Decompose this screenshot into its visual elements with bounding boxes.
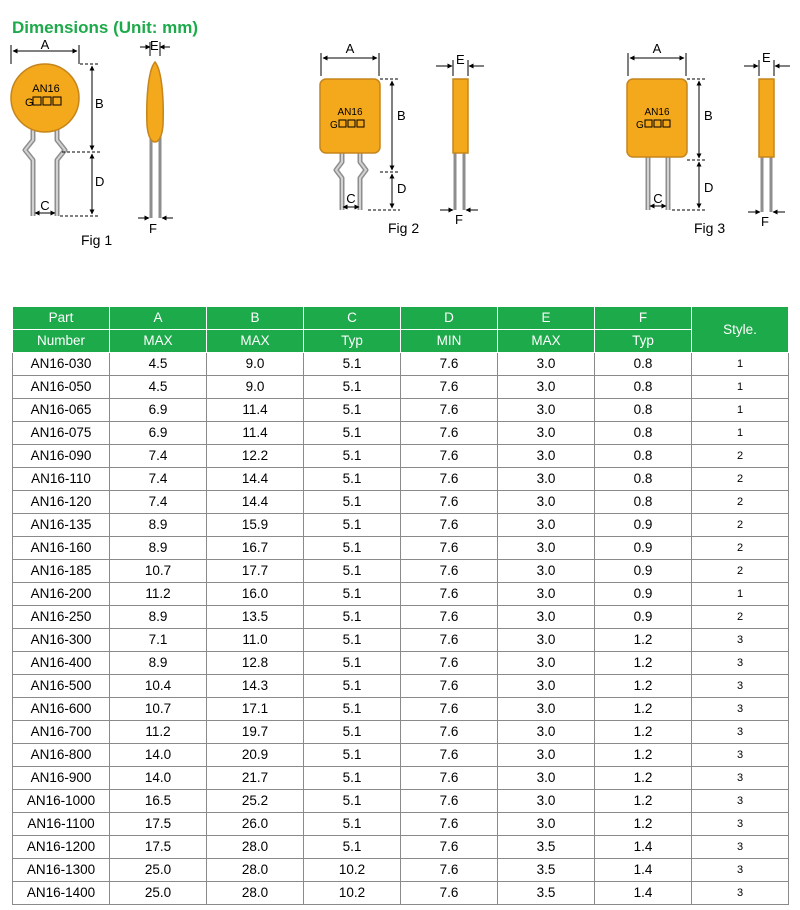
cell-style: 3 xyxy=(692,882,789,905)
cell-e: 3.0 xyxy=(498,813,595,836)
cell-d: 7.6 xyxy=(401,698,498,721)
cell-c: 5.1 xyxy=(304,537,401,560)
cell-c: 5.1 xyxy=(304,652,401,675)
cell-d: 7.6 xyxy=(401,514,498,537)
cell-e: 3.0 xyxy=(498,744,595,767)
cell-a: 10.4 xyxy=(110,675,207,698)
page-title: Dimensions (Unit: mm) xyxy=(12,18,199,37)
cell-d: 7.6 xyxy=(401,721,498,744)
cell-b: 26.0 xyxy=(207,813,304,836)
header-c: C xyxy=(304,307,401,330)
cell-d: 7.6 xyxy=(401,813,498,836)
cell-e: 3.0 xyxy=(498,606,595,629)
fig2-label-d: D xyxy=(397,181,407,196)
header-part: Part xyxy=(13,307,110,330)
cell-part-number: AN16-110 xyxy=(13,468,110,491)
table-row xyxy=(13,652,789,675)
cell-part-number: AN16-160 xyxy=(13,537,110,560)
cell-a: 25.0 xyxy=(110,859,207,882)
cell-b: 25.2 xyxy=(207,790,304,813)
table-row xyxy=(13,859,789,882)
cell-style: 3 xyxy=(692,675,789,698)
cell-b: 28.0 xyxy=(207,836,304,859)
cell-b: 19.7 xyxy=(207,721,304,744)
cell-e: 3.0 xyxy=(498,560,595,583)
cell-b: 28.0 xyxy=(207,882,304,905)
cell-b: 16.7 xyxy=(207,537,304,560)
cell-f: 0.8 xyxy=(595,376,692,399)
cell-c: 5.1 xyxy=(304,813,401,836)
header-number: Number xyxy=(13,330,110,353)
cell-e: 3.0 xyxy=(498,376,595,399)
table-row xyxy=(13,629,789,652)
cell-part-number: AN16-1200 xyxy=(13,836,110,859)
header-d: D xyxy=(401,307,498,330)
cell-a: 7.4 xyxy=(110,468,207,491)
cell-part-number: AN16-1400 xyxy=(13,882,110,905)
cell-part-number: AN16-030 xyxy=(13,353,110,376)
cell-c: 5.1 xyxy=(304,606,401,629)
header-row-top xyxy=(13,307,789,330)
table-row xyxy=(13,744,789,767)
cell-a: 10.7 xyxy=(110,560,207,583)
fig1-label-a: A xyxy=(40,38,50,52)
cell-e: 3.5 xyxy=(498,882,595,905)
fig2-label-b: B xyxy=(397,108,406,123)
table-row xyxy=(13,353,789,376)
cell-d: 7.6 xyxy=(401,491,498,514)
cell-e: 3.0 xyxy=(498,468,595,491)
fig3-label-c: C xyxy=(653,191,663,206)
fig1-marking-top: AN16 xyxy=(32,83,60,95)
cell-f: 1.4 xyxy=(595,882,692,905)
cell-c: 5.1 xyxy=(304,445,401,468)
cell-c: 5.1 xyxy=(304,399,401,422)
cell-a: 16.5 xyxy=(110,790,207,813)
cell-d: 7.6 xyxy=(401,882,498,905)
fig3-label-e: E xyxy=(762,50,771,65)
cell-e: 3.0 xyxy=(498,491,595,514)
cell-f: 0.9 xyxy=(595,606,692,629)
fig3-label-f: F xyxy=(761,214,769,229)
cell-b: 12.2 xyxy=(207,445,304,468)
table-row xyxy=(13,813,789,836)
cell-d: 7.6 xyxy=(401,422,498,445)
header-f: F xyxy=(595,307,692,330)
cell-e: 3.0 xyxy=(498,767,595,790)
table-row xyxy=(13,491,789,514)
fig3-label-d: D xyxy=(704,180,714,195)
cell-d: 7.6 xyxy=(401,606,498,629)
fig2-caption: Fig 2 xyxy=(388,220,420,236)
cell-style: 3 xyxy=(692,652,789,675)
fig3-marking-top: AN16 xyxy=(644,107,670,118)
cell-style: 3 xyxy=(692,813,789,836)
cell-e: 3.0 xyxy=(498,353,595,376)
cell-d: 7.6 xyxy=(401,560,498,583)
cell-b: 17.1 xyxy=(207,698,304,721)
header-f-qualifier: Typ xyxy=(595,330,692,353)
header-e-qualifier: MAX xyxy=(498,330,595,353)
cell-b: 11.4 xyxy=(207,399,304,422)
cell-e: 3.0 xyxy=(498,445,595,468)
cell-e: 3.0 xyxy=(498,790,595,813)
cell-d: 7.6 xyxy=(401,376,498,399)
cell-a: 8.9 xyxy=(110,652,207,675)
fig1-caption: Fig 1 xyxy=(81,232,113,248)
cell-f: 0.8 xyxy=(595,422,692,445)
cell-style: 3 xyxy=(692,721,789,744)
cell-d: 7.6 xyxy=(401,859,498,882)
cell-style: 1 xyxy=(692,376,789,399)
cell-e: 3.0 xyxy=(498,537,595,560)
table-body xyxy=(13,353,789,905)
cell-style: 3 xyxy=(692,790,789,813)
header-d-qualifier: MIN xyxy=(401,330,498,353)
fig3-label-a: A xyxy=(652,41,662,56)
cell-b: 16.0 xyxy=(207,583,304,606)
cell-c: 5.1 xyxy=(304,629,401,652)
cell-c: 5.1 xyxy=(304,675,401,698)
cell-f: 1.2 xyxy=(595,767,692,790)
cell-e: 3.0 xyxy=(498,583,595,606)
cell-c: 5.1 xyxy=(304,468,401,491)
dimension-figures xyxy=(0,38,800,253)
cell-part-number: AN16-800 xyxy=(13,744,110,767)
cell-a: 11.2 xyxy=(110,583,207,606)
cell-a: 11.2 xyxy=(110,721,207,744)
table-row xyxy=(13,445,789,468)
cell-style: 3 xyxy=(692,744,789,767)
cell-c: 5.1 xyxy=(304,767,401,790)
cell-part-number: AN16-185 xyxy=(13,560,110,583)
cell-f: 1.4 xyxy=(595,859,692,882)
header-b: B xyxy=(207,307,304,330)
cell-style: 2 xyxy=(692,468,789,491)
cell-style: 1 xyxy=(692,353,789,376)
cell-a: 7.4 xyxy=(110,491,207,514)
cell-d: 7.6 xyxy=(401,353,498,376)
table-row xyxy=(13,606,789,629)
fig3-label-b: B xyxy=(704,108,713,123)
table-row xyxy=(13,537,789,560)
header-row-bottom xyxy=(13,330,789,353)
cell-f: 0.8 xyxy=(595,491,692,514)
cell-part-number: AN16-1100 xyxy=(13,813,110,836)
cell-a: 8.9 xyxy=(110,514,207,537)
fig1-label-e: E xyxy=(150,38,159,53)
cell-d: 7.6 xyxy=(401,399,498,422)
cell-style: 3 xyxy=(692,767,789,790)
header-e: E xyxy=(498,307,595,330)
cell-f: 1.2 xyxy=(595,629,692,652)
cell-part-number: AN16-600 xyxy=(13,698,110,721)
figure-1 xyxy=(11,38,173,248)
table-row xyxy=(13,836,789,859)
cell-style: 1 xyxy=(692,422,789,445)
cell-f: 0.8 xyxy=(595,353,692,376)
cell-a: 25.0 xyxy=(110,882,207,905)
fig2-label-f: F xyxy=(455,212,463,227)
fig2-marking-top: AN16 xyxy=(337,107,363,118)
cell-c: 5.1 xyxy=(304,560,401,583)
cell-c: 5.1 xyxy=(304,514,401,537)
cell-f: 0.9 xyxy=(595,583,692,606)
table-row xyxy=(13,514,789,537)
cell-b: 14.4 xyxy=(207,491,304,514)
cell-a: 10.7 xyxy=(110,698,207,721)
header-c-qualifier: Typ xyxy=(304,330,401,353)
cell-d: 7.6 xyxy=(401,767,498,790)
cell-a: 14.0 xyxy=(110,744,207,767)
cell-a: 7.1 xyxy=(110,629,207,652)
cell-part-number: AN16-1000 xyxy=(13,790,110,813)
cell-f: 0.8 xyxy=(595,445,692,468)
cell-a: 6.9 xyxy=(110,422,207,445)
cell-part-number: AN16-200 xyxy=(13,583,110,606)
cell-c: 5.1 xyxy=(304,422,401,445)
cell-c: 5.1 xyxy=(304,790,401,813)
fig2-label-c: C xyxy=(346,191,356,206)
table-row xyxy=(13,698,789,721)
cell-style: 2 xyxy=(692,537,789,560)
table-row xyxy=(13,583,789,606)
cell-c: 5.1 xyxy=(304,353,401,376)
cell-b: 13.5 xyxy=(207,606,304,629)
fig1-side-view xyxy=(138,38,173,236)
cell-f: 0.8 xyxy=(595,468,692,491)
table-row xyxy=(13,422,789,445)
cell-part-number: AN16-900 xyxy=(13,767,110,790)
cell-b: 17.7 xyxy=(207,560,304,583)
cell-style: 1 xyxy=(692,583,789,606)
cell-b: 9.0 xyxy=(207,376,304,399)
cell-c: 5.1 xyxy=(304,721,401,744)
cell-d: 7.6 xyxy=(401,445,498,468)
cell-style: 1 xyxy=(692,399,789,422)
cell-c: 5.1 xyxy=(304,744,401,767)
cell-f: 0.9 xyxy=(595,514,692,537)
cell-b: 12.8 xyxy=(207,652,304,675)
cell-b: 28.0 xyxy=(207,859,304,882)
cell-c: 10.2 xyxy=(304,859,401,882)
fig2-marking-bottom: G xyxy=(330,120,338,131)
table-row xyxy=(13,468,789,491)
cell-d: 7.6 xyxy=(401,836,498,859)
cell-e: 3.0 xyxy=(498,629,595,652)
header-a-qualifier: MAX xyxy=(110,330,207,353)
cell-d: 7.6 xyxy=(401,629,498,652)
cell-d: 7.6 xyxy=(401,583,498,606)
cell-c: 5.1 xyxy=(304,583,401,606)
cell-part-number: AN16-1300 xyxy=(13,859,110,882)
cell-f: 1.2 xyxy=(595,698,692,721)
cell-part-number: AN16-300 xyxy=(13,629,110,652)
cell-f: 1.2 xyxy=(595,744,692,767)
cell-style: 3 xyxy=(692,698,789,721)
cell-d: 7.6 xyxy=(401,652,498,675)
cell-d: 7.6 xyxy=(401,790,498,813)
cell-style: 2 xyxy=(692,445,789,468)
table-row xyxy=(13,767,789,790)
fig1-label-c: C xyxy=(40,198,50,213)
fig2-side-view xyxy=(436,52,484,227)
header-a: A xyxy=(110,307,207,330)
cell-style: 3 xyxy=(692,836,789,859)
cell-e: 3.5 xyxy=(498,836,595,859)
cell-part-number: AN16-050 xyxy=(13,376,110,399)
cell-a: 7.4 xyxy=(110,445,207,468)
cell-a: 8.9 xyxy=(110,606,207,629)
cell-a: 6.9 xyxy=(110,399,207,422)
cell-f: 1.2 xyxy=(595,675,692,698)
cell-a: 4.5 xyxy=(110,376,207,399)
cell-d: 7.6 xyxy=(401,675,498,698)
cell-a: 8.9 xyxy=(110,537,207,560)
fig1-marking-bottom: G xyxy=(25,97,34,109)
cell-a: 14.0 xyxy=(110,767,207,790)
cell-part-number: AN16-090 xyxy=(13,445,110,468)
figure-2 xyxy=(320,41,484,236)
fig2-label-a: A xyxy=(345,41,355,56)
cell-b: 11.0 xyxy=(207,629,304,652)
cell-part-number: AN16-400 xyxy=(13,652,110,675)
cell-style: 2 xyxy=(692,514,789,537)
cell-part-number: AN16-120 xyxy=(13,491,110,514)
cell-b: 14.4 xyxy=(207,468,304,491)
cell-c: 5.1 xyxy=(304,376,401,399)
table-row xyxy=(13,721,789,744)
header-b-qualifier: MAX xyxy=(207,330,304,353)
table-row xyxy=(13,399,789,422)
cell-c: 10.2 xyxy=(304,882,401,905)
table-row xyxy=(13,560,789,583)
cell-a: 4.5 xyxy=(110,353,207,376)
cell-b: 20.9 xyxy=(207,744,304,767)
cell-style: 2 xyxy=(692,606,789,629)
cell-part-number: AN16-065 xyxy=(13,399,110,422)
cell-f: 0.9 xyxy=(595,560,692,583)
cell-d: 7.6 xyxy=(401,537,498,560)
table-row xyxy=(13,882,789,905)
cell-part-number: AN16-075 xyxy=(13,422,110,445)
cell-part-number: AN16-135 xyxy=(13,514,110,537)
cell-d: 7.6 xyxy=(401,468,498,491)
cell-d: 7.6 xyxy=(401,744,498,767)
cell-part-number: AN16-250 xyxy=(13,606,110,629)
fig1-label-b: B xyxy=(95,96,104,111)
cell-e: 3.0 xyxy=(498,399,595,422)
cell-e: 3.0 xyxy=(498,721,595,744)
cell-style: 3 xyxy=(692,629,789,652)
cell-b: 9.0 xyxy=(207,353,304,376)
cell-part-number: AN16-700 xyxy=(13,721,110,744)
fig1-label-d: D xyxy=(95,174,105,189)
fig3-side-view xyxy=(744,50,790,229)
cell-b: 14.3 xyxy=(207,675,304,698)
figure-3 xyxy=(627,41,790,236)
cell-e: 3.0 xyxy=(498,698,595,721)
cell-e: 3.0 xyxy=(498,652,595,675)
dimensions-table xyxy=(12,306,789,905)
fig2-label-e: E xyxy=(456,52,465,67)
cell-e: 3.0 xyxy=(498,514,595,537)
cell-a: 17.5 xyxy=(110,813,207,836)
fig3-marking-bottom: G xyxy=(636,120,644,131)
table-header xyxy=(13,307,789,353)
cell-c: 5.1 xyxy=(304,836,401,859)
fig1-label-f: F xyxy=(149,221,157,236)
fig3-body xyxy=(627,79,687,157)
cell-f: 0.9 xyxy=(595,537,692,560)
cell-f: 1.2 xyxy=(595,790,692,813)
cell-b: 11.4 xyxy=(207,422,304,445)
cell-f: 1.2 xyxy=(595,652,692,675)
cell-f: 1.2 xyxy=(595,813,692,836)
cell-part-number: AN16-500 xyxy=(13,675,110,698)
fig1-body xyxy=(11,64,79,132)
cell-style: 2 xyxy=(692,491,789,514)
cell-f: 1.4 xyxy=(595,836,692,859)
cell-f: 0.8 xyxy=(595,399,692,422)
cell-style: 2 xyxy=(692,560,789,583)
cell-e: 3.5 xyxy=(498,859,595,882)
cell-b: 21.7 xyxy=(207,767,304,790)
cell-e: 3.0 xyxy=(498,422,595,445)
cell-f: 1.2 xyxy=(595,721,692,744)
table-row xyxy=(13,675,789,698)
cell-b: 15.9 xyxy=(207,514,304,537)
cell-c: 5.1 xyxy=(304,491,401,514)
fig3-caption: Fig 3 xyxy=(694,220,726,236)
header-style: Style. xyxy=(692,307,789,353)
cell-style: 3 xyxy=(692,859,789,882)
table-row xyxy=(13,790,789,813)
cell-c: 5.1 xyxy=(304,698,401,721)
cell-e: 3.0 xyxy=(498,675,595,698)
cell-a: 17.5 xyxy=(110,836,207,859)
table-row xyxy=(13,376,789,399)
